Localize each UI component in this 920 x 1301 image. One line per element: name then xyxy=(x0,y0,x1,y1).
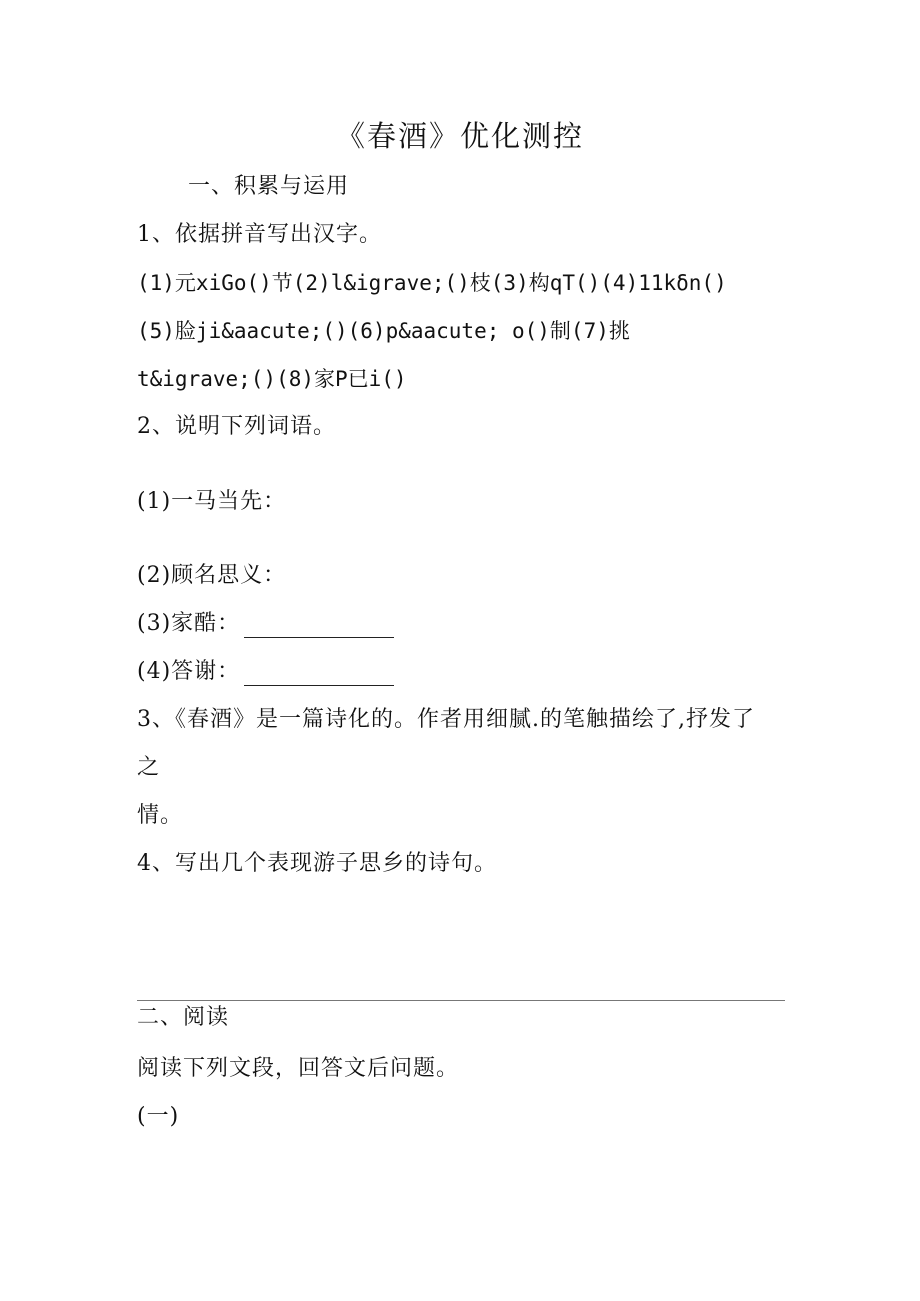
q2-item-1: (1)一马当先： xyxy=(137,489,287,514)
q1-prompt: 1、依据拼音写出汉字。 xyxy=(137,222,382,247)
q3-line-1: 3、《春酒》是一篇诗化的。作者用细腻.的笔触描绘了,抒发了 xyxy=(137,707,755,732)
q1-line-2: (5)脸ji&aacute;()(6)p&aacute; o()制(7)挑 xyxy=(137,319,630,343)
q2-item-4 xyxy=(137,658,394,686)
page-title: 《春酒》优化测控 xyxy=(335,119,584,153)
q2-item-2: (2)顾名思义： xyxy=(137,563,287,588)
q2-item-3-label: (3)家酷： xyxy=(137,611,241,636)
q2-prompt: 2、说明下列词语。 xyxy=(137,414,336,439)
section1-heading: 一、积累与运用 xyxy=(188,174,350,199)
answer-blank xyxy=(244,617,394,638)
q2-item-4-label: (4)答谢： xyxy=(137,659,241,684)
q3-line-2: 之 xyxy=(137,755,161,780)
section-divider xyxy=(137,1000,785,1001)
q1-line-1: (1)元xiGo()节(2)l&igrave;()枝(3)构qT()(4)11kδn() xyxy=(137,271,727,295)
section2-heading: 二、阅读 xyxy=(137,1005,230,1030)
q3-line-3: 情。 xyxy=(137,803,184,828)
q1-line-3: t&igrave;()(8)家P已i() xyxy=(137,367,407,391)
q4-prompt: 4、写出几个表现游子思乡的诗句。 xyxy=(137,851,497,876)
section2-sub: (一) xyxy=(137,1104,180,1129)
section2-instruction: 阅读下列文段，回答文后问题。 xyxy=(137,1056,460,1081)
q2-item-3 xyxy=(137,610,394,638)
answer-blank xyxy=(244,665,394,686)
